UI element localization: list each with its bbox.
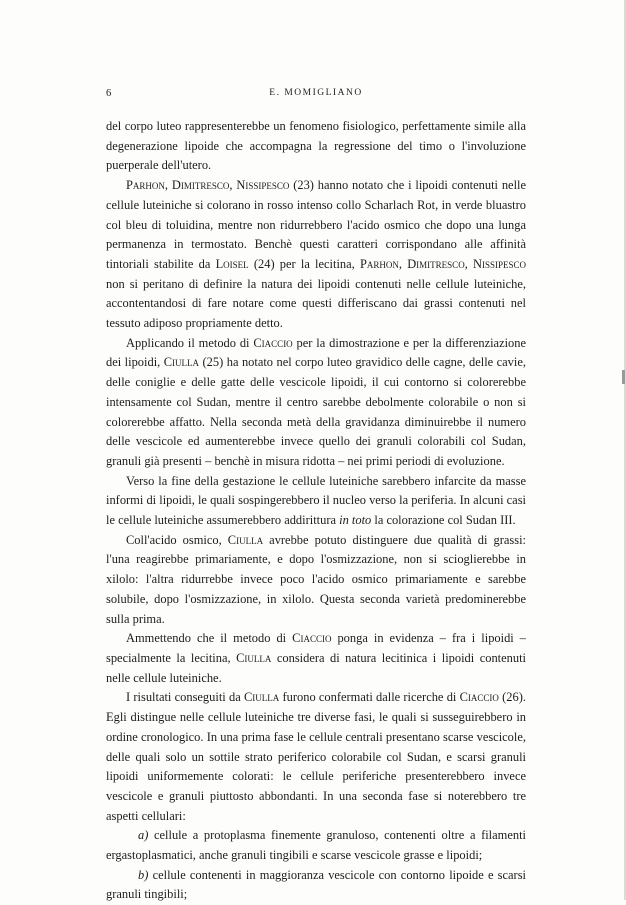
author-name: Ciaccio: [292, 631, 332, 646]
list-label: a): [138, 828, 149, 843]
list-label: b): [138, 867, 149, 882]
list-item-b: b) cellule contenenti in maggioranza vescicole con contorno lipoide e scarsi granuli tingibili;: [106, 867, 526, 902]
author-name: Ciaccio: [253, 335, 293, 350]
paragraph-7: I risultati conseguiti da Ciulla furono confermati dalle ricerche di Ciaccio (26). Egli distingue nelle cellule luteiniche tre diverse fasi, le quali si susseguirebbero in ordine cronologico. In una prima fase le cellule centrali presentano scarse vescicole, delle quali solo un sottile strato periferico colorabile col Sudan, e scarsi granuli lipoidi uniformemente colorati: le cellule periferiche presenterebbero invece vescicole e granuli piuttosto abbondanti. In una seconda fase si noterebbero tre aspetti cellulari:: [106, 690, 526, 823]
page-number: 6: [106, 88, 112, 99]
running-header: [106, 88, 526, 102]
paragraph-3: Applicando il metodo di Ciaccio per la dimostrazione e per la differenziazione dei lipoidi, Ciulla (25) ha notato nel corpo luteo gravidico delle cagne, delle cavie, delle coniglie e delle gatte delle vescicole lipoidi, il cui contorno si colorerebbe intensamente col Sudan, mentre il centro sarebbe debolmente colorabile o non si colorerebbe affatto. Nella seconda metà della gravidanza diminuirebbe il numero delle vescicole ed aumenterebbe invece quello dei granuli colorabili col Sudan, granuli già presenti – benchè in misura ridotta – nei primi periodi di evoluzione.: [106, 335, 526, 468]
paragraph-1: del corpo luteo rappresenterebbe un fenomeno fisiologico, perfettamente simile alla degenerazione lipoide che accompagna la regressione del timo o l'involuzione puerperale dell'utero.: [106, 119, 526, 173]
page-edge-mark: [622, 370, 625, 384]
paragraph-6: Ammettendo che il metodo di Ciaccio ponga in evidenza – fra i lipoidi – specialmente la lecitina, Ciulla considera di natura lecitinica i lipoidi contenuti nelle cellule luteiniche.: [106, 631, 526, 685]
author-name: Ciulla: [243, 690, 280, 705]
author-name: Parhon: [359, 256, 399, 271]
author-name: Ciaccio: [459, 690, 499, 705]
author-name: Parhon: [126, 178, 165, 193]
author-name: Nissipesco: [236, 178, 290, 193]
author-name: Loisel: [215, 256, 249, 271]
author-name: Nissipesco: [473, 256, 527, 271]
author-name: Dimitresco: [407, 256, 465, 271]
list-item-a: a) cellule a protoplasma finemente granuloso, contenenti oltre a filamenti ergastoplasmatici, anche granuli tingibili e scarse vescicole grasse e lipoidi;: [106, 828, 526, 863]
emphasis: in toto: [339, 513, 372, 528]
author-name: Dimitresco: [171, 178, 230, 193]
paragraph-4: Verso la fine della gestazione le cellule luteiniche sarebbero infarcite da masse informi di lipoidi, le quali sospingerebbero il nucleo verso la periferia. In alcuni casi le cellule luteiniche assumerebbero addirittura in toto la colorazione col Sudan III.: [106, 473, 526, 528]
body-text: [106, 117, 526, 905]
author-name: Ciulla: [227, 532, 264, 547]
paragraph-2: Parhon, Dimitresco, Nissipesco (23) hanno notato che i lipoidi contenuti nelle cellule luteiniche si colorano in rosso intenso collo Scharlach Rot, in verde bluastro col bleu di toluidina, mentre non ridurrebbero l'acido osmico che dopo una lunga permanenza in termostato. Benchè questi caratteri corrispondano alle affinità tintoriali stabilite da Loisel (24) per la lecitina, Parhon, Dimitresco, Nissipesco non si peritano di definire la natura dei lipoidi contenuti nelle cellule luteiniche, accontentandosi di fare notare come questi differiscano dai grassi contenuti nel tessuto adiposo propriamente detto.: [106, 178, 527, 331]
author-name: Ciulla: [236, 650, 272, 665]
paragraph-5: Coll'acido osmico, Ciulla avrebbe potuto distinguere due qualità di grassi: l'una reagirebbe primariamente, e dopo l'osmizzazione, non si scioglierebbe in xilolo: l'altra ridurrebbe invece poco l'acido osmico primariamente e sarebbe solubile, dopo l'osmizzazione, in xilolo. Questa seconda varietà predominerebbe sulla prima.: [106, 532, 526, 626]
author-name: Ciulla: [163, 355, 200, 370]
running-head-author: E. MOMIGLIANO: [269, 88, 363, 98]
